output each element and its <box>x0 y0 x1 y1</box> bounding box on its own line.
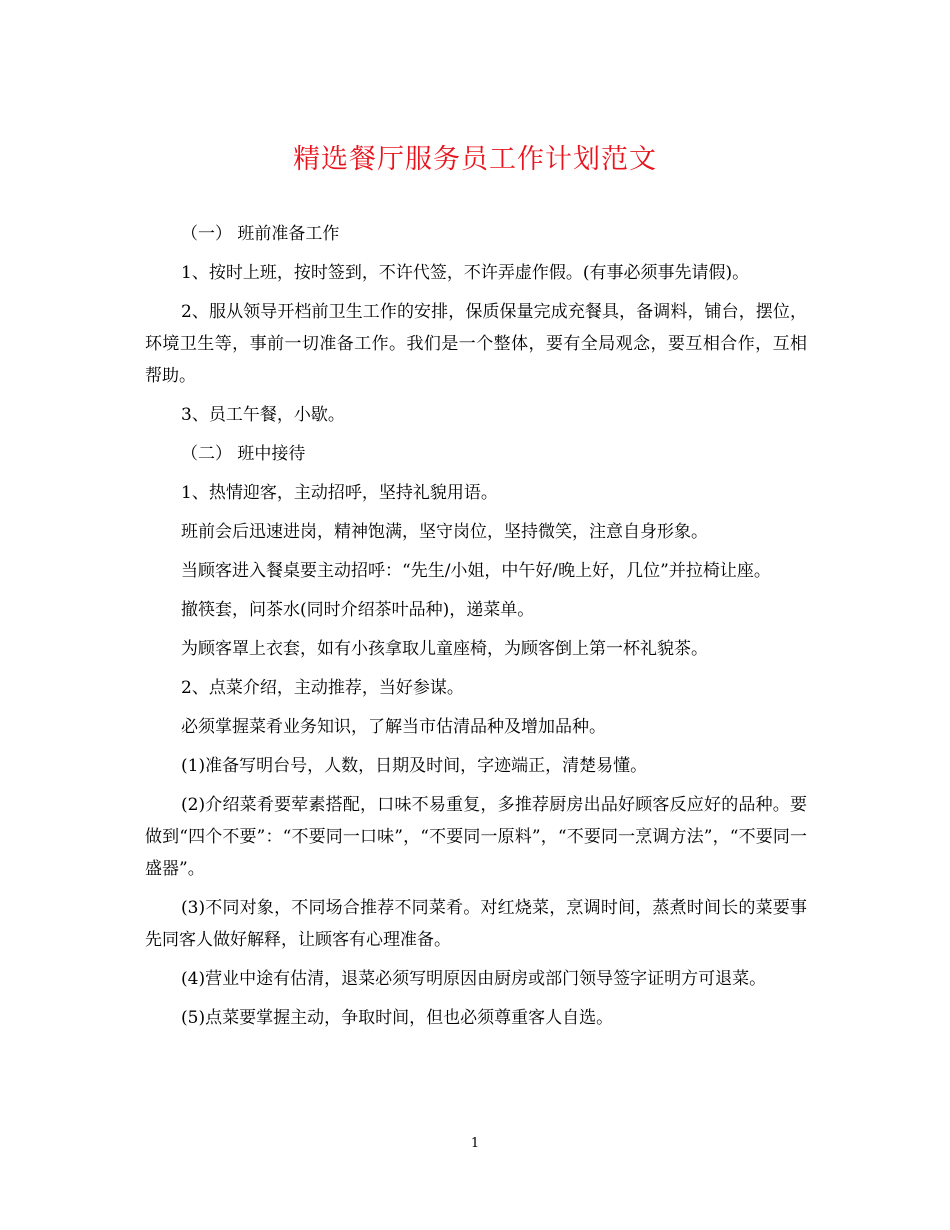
paragraph: 当顾客进入餐桌要主动招呼：“先生/小姐，中午好/晚上好，几位”并拉椅让座。 <box>181 561 771 581</box>
paragraph: 1、按时上班，按时签到，不许代签，不许弄虚作假。(有事必须事先请假)。 <box>181 263 750 283</box>
paragraph: 撤筷套，问茶水(同时介绍茶叶品种)，递菜单。 <box>181 600 535 620</box>
paragraph: 2、点菜介绍，主动推荐，当好参谋。 <box>181 678 464 698</box>
document-title: 精选餐厅服务员工作计划范文 <box>293 144 657 175</box>
section-heading-pre-shift: （一） 班前准备工作 <box>181 224 340 244</box>
section-heading-in-shift: （二） 班中接待 <box>181 444 306 464</box>
paragraph: (4)营业中途有估清，退菜必须写明原因由厨房或部门领导签字证明方可退菜。 <box>181 969 767 989</box>
paragraph: (5)点菜要掌握主动，争取时间，但也必须尊重客人自选。 <box>181 1008 614 1028</box>
page-number: 1 <box>470 1136 480 1151</box>
paragraph: (2)介绍菜肴要荤素搭配，口味不易重复，多推荐厨房出品好顾客反应好的品种。要做到“四个不要”：“不要同一口味”，“不要同一原料”，“不要同一烹调方法”，“不要同一盛器”。 <box>145 795 807 879</box>
paragraph: 3、员工午餐，小歇。 <box>181 405 345 425</box>
paragraph: (1)准备写明台号，人数，日期及时间，字迹端正，清楚易懂。 <box>181 756 648 776</box>
paragraph: 2、服从领导开档前卫生工作的安排，保质保量完成充餐具，备调料，铺台，摆位，环境卫生等，事前一切准备工作。我们是一个整体，要有全局观念，要互相合作，互相帮助。 <box>145 302 807 386</box>
paragraph: 班前会后迅速进岗，精神饱满，坚守岗位，坚持微笑，注意自身形象。 <box>181 522 708 542</box>
paragraph: (3)不同对象，不同场合推荐不同菜肴。对红烧菜，烹调时间，蒸煮时间长的菜要事先同客人做好解释，让顾客有心理准备。 <box>145 898 807 950</box>
document-body <box>145 218 807 1041</box>
paragraph: 1、热情迎客，主动招呼，坚持礼貌用语。 <box>181 483 498 503</box>
paragraph: 为顾客罩上衣套，如有小孩拿取儿童座椅，为顾客倒上第一杯礼貌茶。 <box>181 639 708 659</box>
paragraph: 必须掌握菜肴业务知识，了解当市估清品种及增加品种。 <box>181 717 606 737</box>
